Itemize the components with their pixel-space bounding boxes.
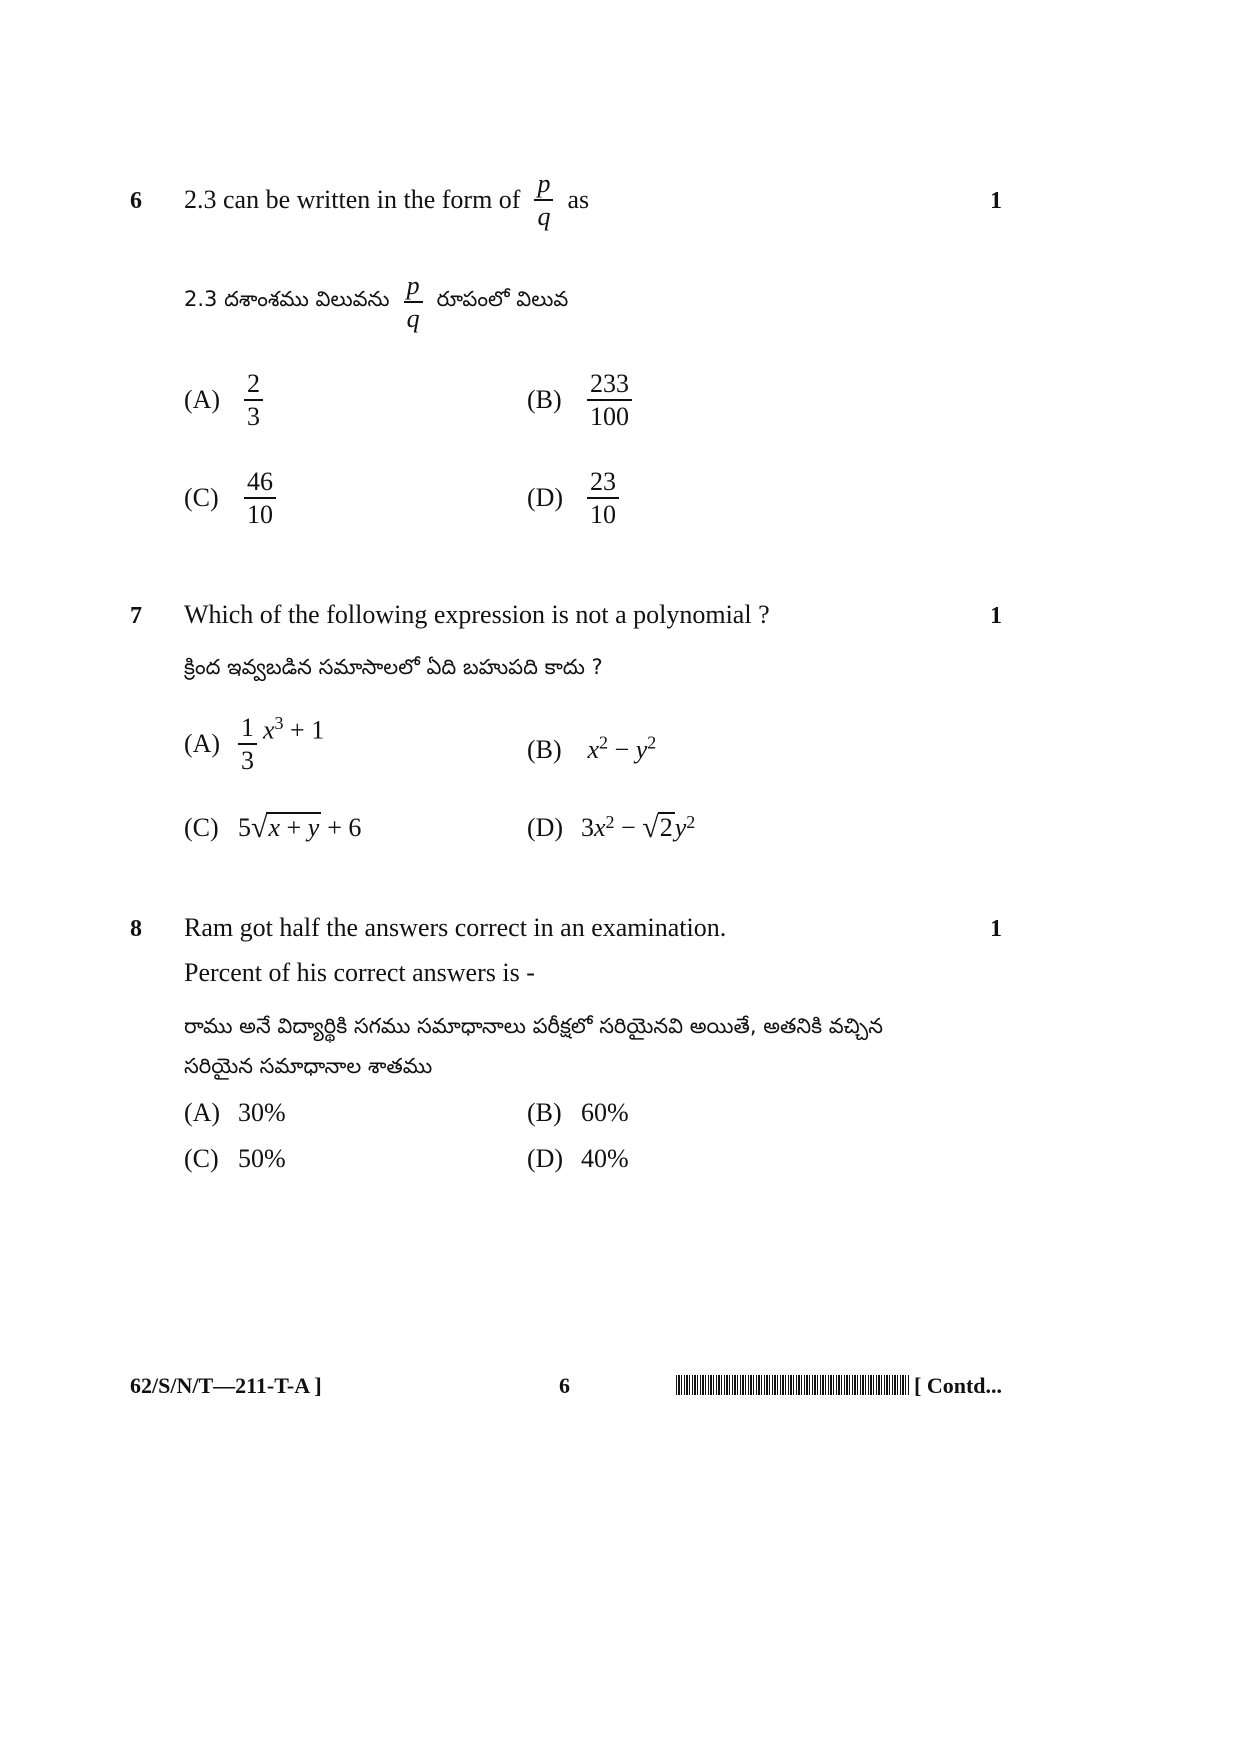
question-text-after: as — [567, 185, 590, 215]
option-value: 40% — [581, 1144, 629, 1173]
option-b[interactable] — [527, 370, 638, 431]
question-text-line2: Percent of his correct answers is - — [184, 958, 535, 987]
option-fraction — [244, 370, 263, 431]
option-expression — [587, 732, 657, 764]
option-label: (B) — [527, 1098, 562, 1127]
exponent: 2 — [605, 812, 615, 832]
fraction-numerator: p — [406, 271, 420, 300]
fraction-p-over-q-telugu — [404, 272, 423, 333]
fraction-denominator: 100 — [587, 399, 632, 430]
question-text-telugu-line1: రాము అనే విద్యార్థికి సగము సమాధానాలు పరీక్షలో సరియైనవి అయితే, అతనికి వచ్చిన — [184, 1014, 883, 1038]
option-a[interactable] — [184, 370, 269, 431]
page-number: 6 — [559, 1373, 570, 1398]
variable: x — [587, 734, 600, 764]
fraction-denominator: 3 — [244, 399, 263, 430]
option-expression — [263, 713, 324, 746]
expression-tail: + 6 — [327, 812, 362, 842]
fraction-numerator: 233 — [590, 369, 629, 398]
option-b[interactable] — [527, 1098, 629, 1128]
option-d[interactable] — [527, 812, 695, 843]
coefficient: 5 — [238, 812, 251, 842]
radical-sign: √ — [642, 810, 659, 844]
fraction-numerator: p — [537, 169, 551, 198]
fraction-denominator: q — [534, 199, 553, 230]
exponent: 2 — [647, 732, 657, 752]
option-label: (A) — [184, 385, 221, 415]
option-label: (A) — [184, 729, 221, 759]
option-value: 50% — [238, 1144, 286, 1173]
option-fraction — [587, 468, 619, 529]
radical-sign: √ — [251, 810, 268, 844]
exponent: 3 — [274, 712, 284, 733]
fraction-numerator: 46 — [247, 467, 273, 496]
fraction-denominator: 10 — [244, 497, 276, 528]
fraction-denominator: 10 — [587, 497, 619, 528]
variable: y — [307, 813, 320, 842]
fraction-denominator: q — [404, 301, 423, 332]
option-a[interactable] — [184, 714, 324, 775]
radicand: 2 — [659, 813, 673, 842]
option-label: (C) — [184, 1144, 219, 1173]
radicand — [266, 812, 321, 843]
option-fraction — [238, 714, 257, 775]
option-label: (D) — [527, 1144, 564, 1173]
variable: y — [674, 812, 687, 842]
exponent: 2 — [686, 812, 696, 832]
question-marks: 1 — [990, 916, 1002, 942]
option-label: (A) — [184, 1098, 221, 1127]
square-root — [251, 812, 321, 843]
question-number: 6 — [130, 188, 142, 214]
expression-tail: + 1 — [290, 715, 325, 745]
question-text-line1: Ram got half the answers correct in an examination. — [184, 913, 727, 942]
question-text-telugu — [184, 272, 568, 333]
telugu-text-before: 2.3 దశాంశము విలువను — [184, 287, 390, 312]
question-marks: 1 — [990, 603, 1002, 629]
option-value: 60% — [581, 1098, 629, 1127]
variable: y — [635, 734, 648, 764]
fraction-p-over-q — [534, 170, 553, 231]
option-a[interactable] — [184, 1098, 286, 1128]
option-b[interactable] — [527, 732, 656, 765]
paper-code: 62/S/N/T—211-T-A ] — [130, 1373, 322, 1398]
operator: − — [608, 734, 636, 764]
question-text — [184, 170, 589, 231]
exponent: 2 — [599, 732, 609, 752]
option-value: 30% — [238, 1098, 286, 1127]
option-c[interactable] — [184, 812, 361, 843]
square-root — [642, 812, 674, 843]
question-number: 7 — [130, 603, 142, 629]
option-label: (C) — [184, 812, 219, 842]
option-label: (B) — [527, 734, 562, 764]
option-label: (D) — [527, 483, 564, 513]
fraction-numerator: 2 — [247, 369, 260, 398]
coefficient: 3 — [581, 812, 594, 842]
variable: x — [263, 715, 275, 745]
question-number: 8 — [130, 916, 142, 942]
barcode — [676, 1375, 910, 1395]
option-d[interactable] — [527, 468, 625, 529]
option-fraction — [244, 468, 276, 529]
question-text-before: 2.3 can be written in the form of — [184, 185, 521, 215]
variable: x — [268, 813, 281, 842]
option-d[interactable] — [527, 1144, 629, 1174]
fraction-numerator: 23 — [590, 467, 616, 496]
question-text-telugu-line2: సరియైన సమాధానాల శాతము — [184, 1054, 433, 1078]
fraction-denominator: 3 — [238, 743, 257, 774]
question-marks: 1 — [990, 188, 1002, 214]
option-label: (B) — [527, 385, 562, 415]
option-label: (C) — [184, 483, 219, 513]
operator: + — [280, 813, 308, 842]
question-text-telugu: క్రింద ఇవ్వబడిన సమాసాలలో ఏది బహుపది కాదు ? — [184, 655, 603, 679]
question-text: Which of the following expression is not a polynomial ? — [184, 600, 770, 629]
option-fraction — [587, 370, 632, 431]
option-c[interactable] — [184, 468, 282, 529]
telugu-text-after: రూపంలో విలువ — [436, 287, 569, 312]
continued-label: [ Contd... — [914, 1373, 1003, 1398]
variable: x — [594, 812, 606, 842]
option-label: (D) — [527, 812, 564, 842]
option-c[interactable] — [184, 1144, 286, 1174]
fraction-numerator: 1 — [241, 713, 254, 742]
operator: − — [614, 812, 643, 842]
